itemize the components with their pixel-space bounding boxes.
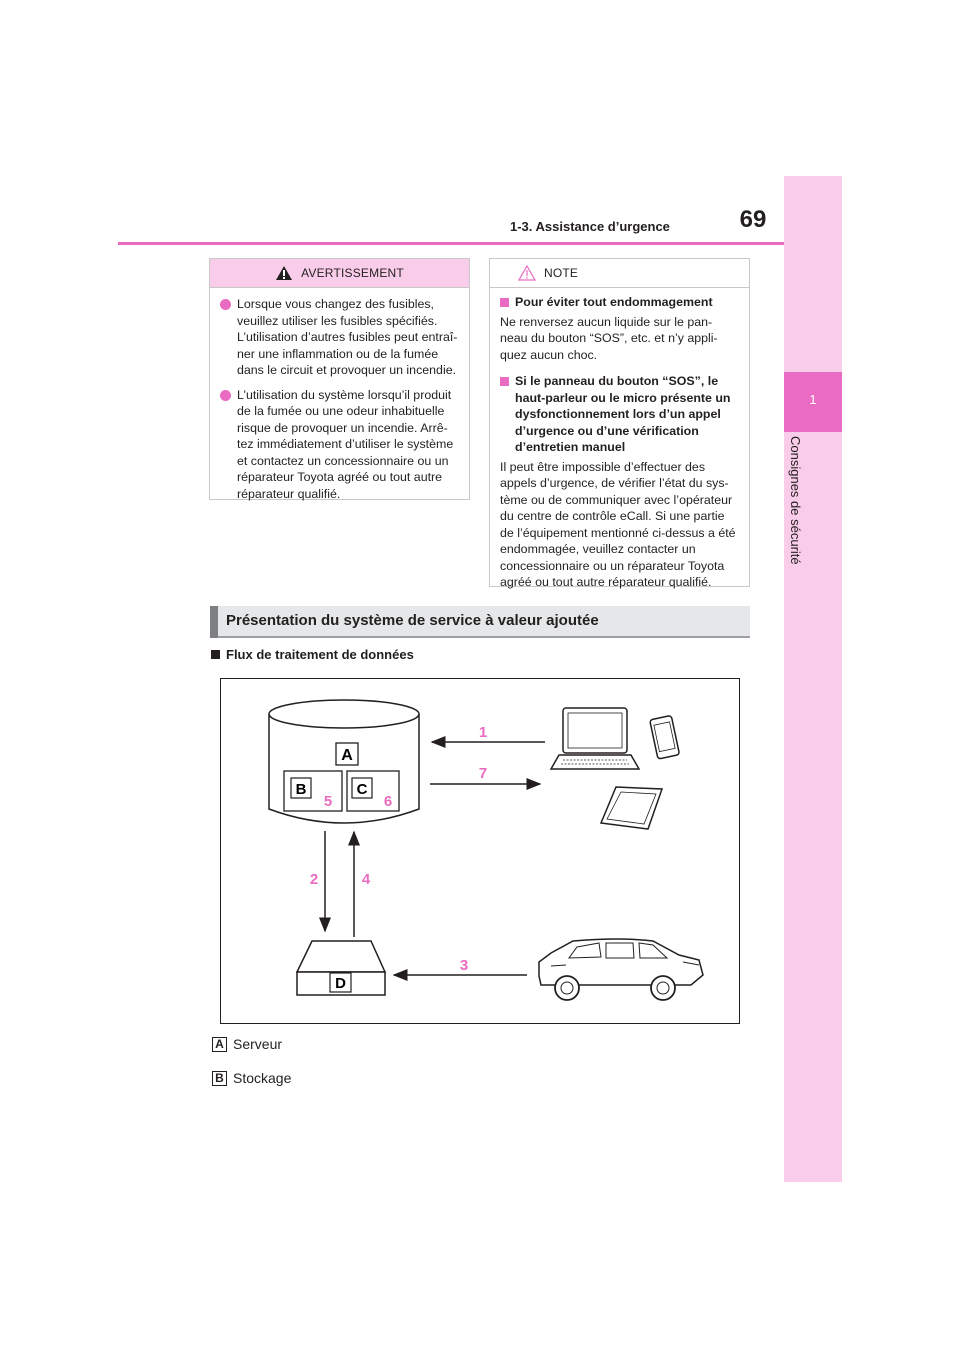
number-4: 4 — [361, 871, 371, 888]
note-title: NOTE — [544, 266, 579, 280]
label-c: C — [356, 781, 368, 798]
bullet-icon — [220, 299, 231, 310]
warning-header — [210, 259, 469, 288]
section-title: 1-3. Assistance d’urgence — [510, 219, 670, 234]
side-chapter-number: 1 — [809, 392, 817, 407]
warning-item-text: Lorsque vous changez des fusibles, veuillez utiliser les fusibles spécifiés. L’utilisation d’autres fusibles peut entraî-ner une inflammation ou de la fumée dans le circuit et provoquer un incendie. — [237, 297, 458, 377]
number-7: 7 — [478, 765, 488, 782]
tablet-icon — [601, 787, 662, 829]
header-rule — [118, 242, 784, 245]
data-flow-diagram — [221, 679, 739, 1023]
side-tab-label: Consignes de sécurité — [788, 436, 803, 565]
note-heading — [500, 373, 739, 456]
warning-item-text: L’utilisation du système lorsqu’il produit de la fumée ou une odeur inhabituelle risque de provoquer un incendie. Arrê-tez immédiatement d’utiliser le système et contactez un concessionnaire ou un réparateur Toyota agréé ou tout autre réparateur qualifié. — [237, 387, 454, 501]
number-2: 2 — [309, 871, 319, 888]
legend-key-b: B — [212, 1071, 227, 1086]
note-header — [490, 259, 749, 288]
subheading-text: Flux de traitement de données — [226, 647, 414, 662]
data-flow-figure — [220, 678, 740, 1024]
subheading — [211, 647, 414, 662]
section-banner-accent — [210, 606, 218, 638]
number-5: 5 — [323, 793, 333, 810]
smartphone-icon — [650, 715, 680, 759]
warning-title: AVERTISSEMENT — [301, 266, 404, 280]
section-title-text: Présentation du système de service à valeur ajoutée — [226, 612, 599, 629]
label-a: A — [341, 747, 353, 764]
page-number: 69 — [739, 206, 767, 233]
number-1: 1 — [478, 724, 488, 741]
legend-key-a: A — [212, 1037, 227, 1052]
legend-text-b: Stockage — [233, 1070, 292, 1086]
note-heading — [500, 294, 739, 311]
side-tab — [784, 176, 842, 1182]
label-b: B — [295, 781, 307, 798]
warning-item — [220, 387, 459, 503]
note-box — [489, 258, 750, 587]
suv-car-icon — [539, 939, 703, 1000]
square-bullet-icon — [500, 298, 509, 307]
note-heading-text: Si le panneau du bouton “SOS”, le haut-parleur ou le micro présente un dysfonctionnement lors d’un appel d’urgence ou d’une vérification d’entretien manuel — [515, 374, 731, 454]
warning-box — [209, 258, 470, 500]
square-bullet-icon — [500, 377, 509, 386]
number-3: 3 — [459, 957, 469, 974]
laptop-icon — [551, 708, 639, 769]
warning-item — [220, 296, 459, 379]
number-6: 6 — [383, 793, 393, 810]
label-d: D — [335, 975, 346, 992]
legend-item-b — [212, 1070, 291, 1086]
warning-icon — [275, 265, 293, 281]
legend-text-a: Serveur — [233, 1036, 283, 1052]
caution-icon — [518, 265, 536, 281]
note-paragraph: Il peut être impossible d’effectuer des appels d’urgence, de vérifier l’état du sys-tème ou de communiquer avec l’opérateur du centre de contrôle eCall. Si une partie de l’équipement mentionné ci-dessus a été endommagée, veuillez contacter un concessionnaire ou un réparateur Toyota agréé ou tout autre réparateur qualifié. — [500, 459, 736, 589]
square-bullet-icon — [211, 650, 220, 659]
bullet-icon — [220, 390, 231, 401]
legend-item-a — [212, 1036, 282, 1052]
note-paragraph: Ne renversez aucun liquide sur le pan-neau du bouton “SOS”, etc. et n’y appli-quez aucun choc. — [500, 314, 718, 362]
note-heading-text: Pour éviter tout endommagement — [515, 295, 713, 309]
